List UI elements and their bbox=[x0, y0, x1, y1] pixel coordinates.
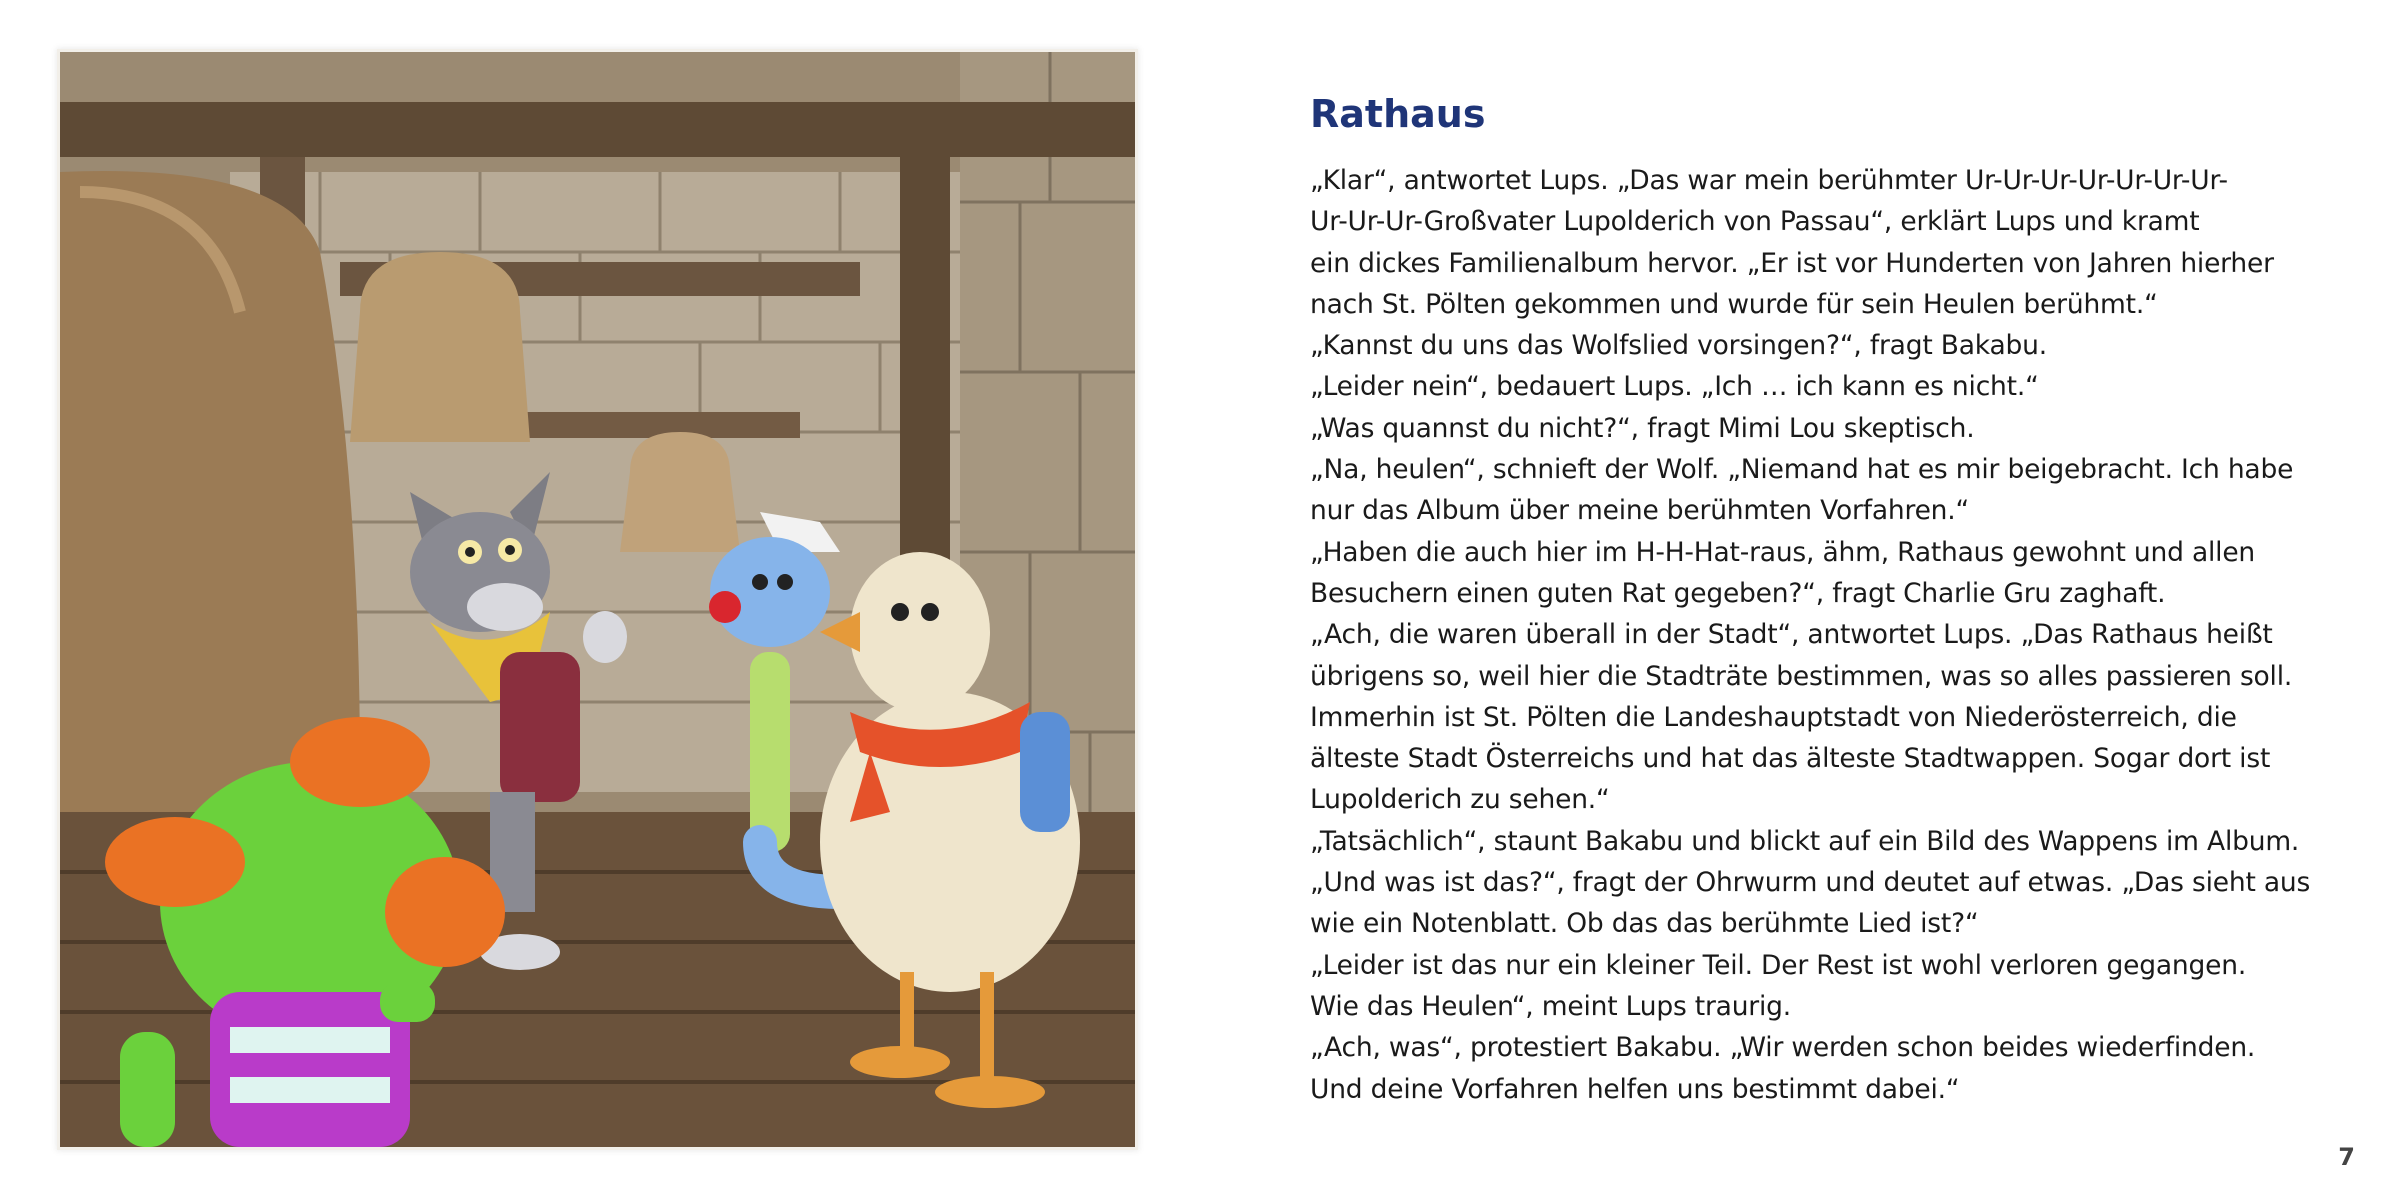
text-line: nach St. Pölten gekommen und wurde für sein Heulen berühmt.“ bbox=[1310, 288, 2158, 320]
text-line: „Tatsächlich“, staunt Bakabu und blickt auf ein Bild des Wappens im Album. bbox=[1310, 825, 2300, 857]
background-bell bbox=[350, 252, 530, 442]
text-line: wie ein Notenblatt. Ob das das berühmte Lied ist?“ bbox=[1310, 908, 1979, 940]
storybook-illustration bbox=[60, 52, 1135, 1147]
text-line: „Leider nein“, bedauert Lups. „Ich … ich kann es nicht.“ bbox=[1310, 371, 2039, 403]
text-line: nur das Album über meine berühmten Vorfahren.“ bbox=[1310, 495, 1970, 527]
text-line: Besuchern einen guten Rat gegeben?“, fragt Charlie Gru zaghaft. bbox=[1310, 577, 2166, 609]
text-line: Und deine Vorfahren helfen uns bestimmt dabei.“ bbox=[1310, 1073, 1960, 1105]
text-line: „Na, heulen“, schnieft der Wolf. „Niemand hat es mir beigebracht. Ich habe bbox=[1310, 454, 2294, 486]
text-line: „Und was ist das?“, fragt der Ohrwurm und deutet auf etwas. „Das sieht aus bbox=[1310, 867, 2311, 899]
background-bell bbox=[620, 432, 740, 552]
top-beam bbox=[60, 102, 1135, 157]
text-line: „Was quannst du nicht?“, fragt Mimi Lou skeptisch. bbox=[1310, 412, 1975, 444]
text-line: Lupolderich zu sehen.“ bbox=[1310, 784, 1610, 816]
text-line: „Leider ist das nur ein kleiner Teil. Der Rest ist wohl verloren gegangen. bbox=[1310, 949, 2247, 981]
text-line: „Haben die auch hier im H-H-Hat-raus, ähm, Rathaus gewohnt und allen bbox=[1310, 536, 2256, 568]
text-line: Wie das Heulen“, meint Lups traurig. bbox=[1310, 990, 1791, 1022]
text-line: „Ach, was“, protestiert Bakabu. „Wir werden schon beides wiederfinden. bbox=[1310, 1032, 2256, 1064]
story-text-column bbox=[1310, 84, 2320, 1110]
story-paragraphs bbox=[1310, 160, 2320, 1110]
text-line: Immerhin ist St. Pölten die Landeshauptstadt von Niederösterreich, die bbox=[1310, 701, 2237, 733]
text-line: „Ach, die waren überall in der Stadt“, antwortet Lups. „Das Rathaus heißt bbox=[1310, 619, 2273, 651]
text-line: „Klar“, antwortet Lups. „Das war mein berühmter Ur-Ur-Ur-Ur-Ur-Ur-Ur- bbox=[1310, 165, 2228, 196]
chapter-heading: Rathaus bbox=[1310, 92, 1486, 136]
text-line: älteste Stadt Österreichs und hat das älteste Stadtwappen. Sogar dort ist bbox=[1310, 743, 2271, 775]
page-number: 7 bbox=[2338, 1143, 2355, 1171]
text-line: „Kannst du uns das Wolfslied vorsingen?“, fragt Bakabu. bbox=[1310, 330, 2047, 362]
text-line: übrigens so, weil hier die Stadträte bestimmen, was so alles passieren soll. bbox=[1310, 660, 2293, 692]
illustration-artwork bbox=[60, 52, 1135, 1147]
text-line: Ur-Ur-Ur-Großvater Lupolderich von Passau“, erklärt Lups und kramt bbox=[1310, 206, 2200, 238]
text-line: ein dickes Familienalbum hervor. „Er ist vor Hunderten von Jahren hierher bbox=[1310, 247, 2274, 279]
